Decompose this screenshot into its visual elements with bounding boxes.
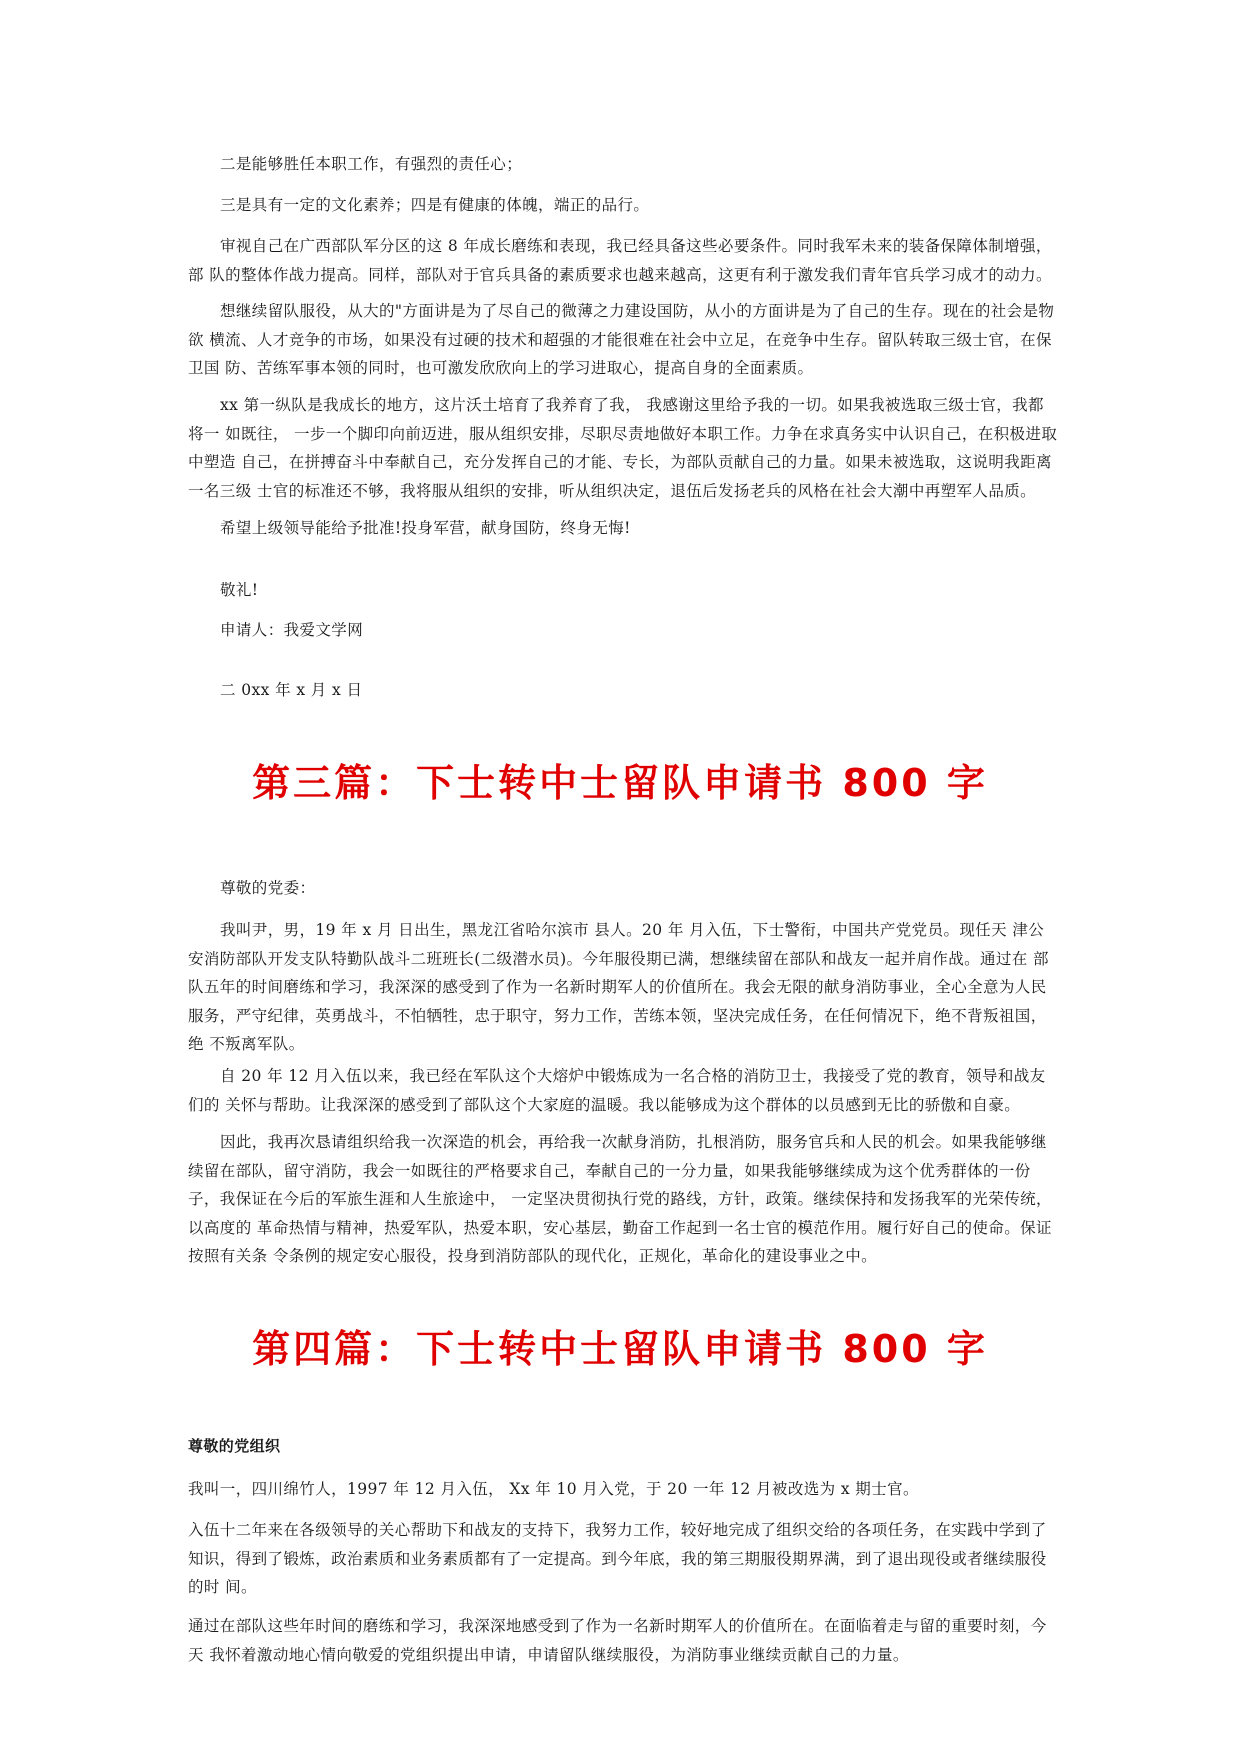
paragraph: 通过在部队这些年时间的磨练和学习，我深深地感受到了作为一名新时期军人的价值所在。在面临着走与留的重要时刻，今天 我怀着激动地心情向敬爱的党组织提出申请，申请留队继续服役，为消防事业继续贡献自己的力量。 [188, 1617, 1047, 1664]
paragraph: 自 20 年 12 月入伍以来，我已经在军队这个大熔炉中锻炼成为一名合格的消防卫士，我接受了党的教育，领导和战友们的 关怀与帮助。让我深深的感受到了部队这个大家庭的温暖。我以能够成为这个群体的以员感到无比的骄傲和自豪。 [188, 1067, 1046, 1114]
paragraph: 因此，我再次恳请组织给我一次深造的机会，再给我一次献身消防，扎根消防，服务官兵和人民的机会。如果我能够继续留在部队，留守消防，我会一如既往的严格要求自己，奉献自己的一分力量，如果我能够继续成为这个优秀群体的一份子，我保证在今后的军旅生涯和人生旅途中， 一定坚决贯彻执行党的路线，方针，政策。继续保持和发扬我军的光荣传统，以高度的 革命热情与精神，热爱军队，热爱本职，安心基层，勤奋工作起到一名士官的模范作用。履行好自己的使命。保证按照有关条 令条例的规定安心服役，投身到消防部队的现代化，正规化，革命化的建设事业之中。 [188, 1133, 1052, 1265]
closing-text: 敬礼! [220, 581, 259, 599]
applicant-line: 申请人：我爱文学网 [220, 621, 364, 639]
paragraph: 二是能够胜任本职工作，有强烈的责任心； [220, 155, 523, 173]
salutation: 尊敬的党委： [220, 879, 316, 897]
paragraph: 我叫一，四川绵竹人，1997 年 12 月入伍， Xx 年 10 月入党，于 20 一年 12 月被改选为 x 期士官。 [188, 1480, 919, 1498]
paragraph: 审视自己在广西部队军分区的这 8 年成长磨练和表现，我已经具备这些必要条件。同时我军未来的装备保障体制增强，部 队的整体作战力提高。同样，部队对于官兵具备的素质要求也越来越高，这更有利于激发我们青年官兵学习成才的动力。 [188, 237, 1052, 284]
paragraph: 希望上级领导能给予批准!投身军营，献身国防，终身无悔! [220, 519, 631, 537]
paragraph: 我叫尹，男，19 年 x 月 日出生，黑龙江省哈尔滨市 县人。20 年 月入伍，下士警衔，中国共产党党员。现任天 津公安消防部队开发支队特勤队战斗二班班长(二级潜水员)。今年服役期已满，想继续留在部队和战友一起并肩作战。通过在 部队五年的时间磨练和学习，我深深的感受到了作为一名新时期军人的价值所在。我会无限的献身消防事业，全心全意为人民 服务，严守纪律，英勇战斗，不怕牺牲，忠于职守，努力工作，苦练本领，坚决完成任务，在任何情况下，绝不背叛祖国，绝 不叛离军队。 [188, 921, 1049, 1053]
date-line: 二 0xx 年 x 月 x 日 [220, 681, 363, 699]
paragraph: 入伍十二年来在各级领导的关心帮助下和战友的支持下，我努力工作，较好地完成了组织交给的各项任务，在实践中学到了知识，得到了锻炼，政治素质和业务素质都有了一定提高。到今年底，我的第三期服役期界满，到了退出现役或者继续服役的时 间。 [188, 1521, 1047, 1596]
section-heading: 第三篇：下士转中士留队申请书 800 字 [252, 761, 988, 805]
paragraph: 想继续留队服役，从大的"方面讲是为了尽自己的微薄之力建设国防，从小的方面讲是为了自己的生存。现在的社会是物欲 横流、人才竞争的市场，如果没有过硬的技术和超强的才能很难在社会中立足，在竞争中生存。留队转取三级士官，在保卫国 防、苦练军事本领的同时，也可激发欣欣向上的学习进取心，提高自身的全面素质。 [188, 302, 1055, 377]
paragraph: 三是具有一定的文化素养；四是有健康的体魄，端正的品行。 [220, 196, 650, 214]
paragraph: xx 第一纵队是我成长的地方，这片沃土培育了我养育了我， 我感谢这里给予我的一切。如果我被选取三级士官，我都将一 如既往， 一步一个脚印向前迈进，服从组织安排，尽职尽责地做好本职工作。力争在求真务实中认识自己，在积极进取中塑造 自己，在拼搏奋斗中奉献自己，充分发挥自己的才能、专长，为部队贡献自己的力量。如果未被选取，这说明我距离一名三级 士官的标准还不够，我将服从组织的安排，听从组织决定，退伍后发扬老兵的风格在社会大潮中再塑军人品质。 [188, 396, 1058, 500]
section-heading: 第四篇：下士转中士留队申请书 800 字 [252, 1327, 988, 1371]
salutation: 尊敬的党组织 [188, 1437, 281, 1455]
